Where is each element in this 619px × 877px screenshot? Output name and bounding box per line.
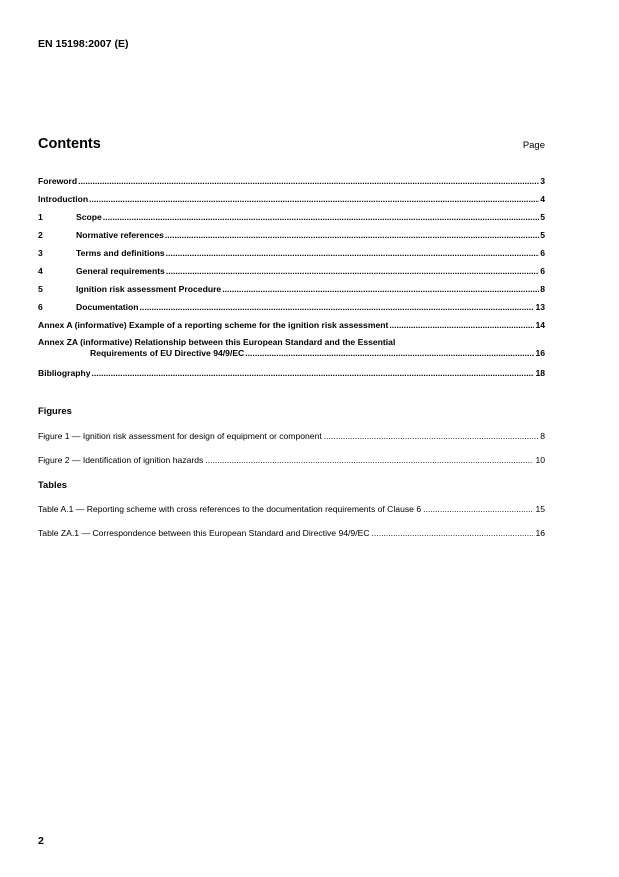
contents-title: Contents xyxy=(38,136,101,152)
figure-page: 10 xyxy=(535,455,545,465)
leader-dots xyxy=(165,226,539,244)
toc-number: 1 xyxy=(38,212,43,222)
toc-label: Foreword xyxy=(38,176,78,186)
toc-page: 16 xyxy=(535,348,545,358)
toc-label: Documentation xyxy=(76,302,139,312)
leader-dots xyxy=(78,172,539,190)
toc-entry-introduction[interactable] xyxy=(38,190,545,208)
figure-entry[interactable] xyxy=(38,431,545,441)
toc-entry-bibliography[interactable] xyxy=(38,364,545,382)
toc-label: Ignition risk assessment Procedure xyxy=(76,284,222,294)
toc-page: 5 xyxy=(540,230,545,240)
leader-dots xyxy=(166,262,539,280)
leader-dots xyxy=(372,528,534,538)
toc-label-continued: Requirements of EU Directive 94/9/EC xyxy=(90,348,245,358)
toc-page: 6 xyxy=(540,248,545,258)
document-id: EN 15198:2007 (E) xyxy=(38,38,129,50)
toc-entry-annex-a[interactable] xyxy=(38,316,545,334)
toc-entry-documentation[interactable] xyxy=(38,298,545,316)
page-number: 2 xyxy=(38,835,44,847)
toc-label: Scope xyxy=(76,212,102,222)
toc-number: 6 xyxy=(38,302,43,312)
figure-label: Figure 2 — Identification of ignition hazards xyxy=(38,455,204,465)
toc-entry-normative-references[interactable] xyxy=(38,226,545,244)
leader-dots xyxy=(389,316,534,334)
toc-label: Annex ZA (informative) Relationship between this European Standard and the Essential xyxy=(38,337,396,347)
leader-dots xyxy=(324,431,538,441)
toc-label: Terms and definitions xyxy=(76,248,165,258)
leader-dots xyxy=(140,298,535,316)
leader-dots xyxy=(89,190,539,208)
toc-page: 13 xyxy=(535,302,545,312)
table-label: Table A.1 — Reporting scheme with cross references to the documentation requirements of Clause 6 xyxy=(38,504,422,514)
toc-page: 18 xyxy=(535,368,545,378)
tables-heading: Tables xyxy=(38,479,68,490)
toc-page: 5 xyxy=(540,212,545,222)
figure-page: 8 xyxy=(540,431,545,441)
leader-dots xyxy=(205,455,533,465)
toc-entry-general-requirements[interactable] xyxy=(38,262,545,280)
table-entry[interactable] xyxy=(38,504,545,514)
toc-page: 14 xyxy=(535,320,545,330)
leader-dots xyxy=(103,208,539,226)
table-label: Table ZA.1 — Correspondence between this European Standard and Directive 94/9/EC xyxy=(38,528,370,538)
leader-dots xyxy=(245,348,534,359)
leader-dots xyxy=(222,280,539,298)
table-of-contents xyxy=(38,172,545,382)
figures-heading: Figures xyxy=(38,405,72,416)
figure-label: Figure 1 — Ignition risk assessment for design of equipment or component xyxy=(38,431,322,441)
toc-number: 3 xyxy=(38,248,43,258)
toc-entry-annex-za[interactable] xyxy=(38,334,545,364)
toc-page: 8 xyxy=(540,284,545,294)
toc-label: General requirements xyxy=(76,266,165,276)
table-entry[interactable] xyxy=(38,528,545,538)
page-column-label: Page xyxy=(522,140,545,151)
leader-dots xyxy=(423,504,533,514)
toc-page: 4 xyxy=(540,194,545,204)
toc-page: 6 xyxy=(540,266,545,276)
toc-entry-ignition-risk-procedure[interactable] xyxy=(38,280,545,298)
toc-number: 2 xyxy=(38,230,43,240)
toc-page: 3 xyxy=(540,176,545,186)
toc-label: Normative references xyxy=(76,230,164,240)
toc-label: Annex A (informative) Example of a reporting scheme for the ignition risk assessment xyxy=(38,320,389,330)
toc-number: 4 xyxy=(38,266,43,276)
toc-entry-foreword[interactable] xyxy=(38,172,545,190)
figure-entry[interactable] xyxy=(38,455,545,465)
toc-label: Introduction xyxy=(38,194,89,204)
leader-dots xyxy=(92,364,535,382)
toc-label: Bibliography xyxy=(38,368,91,378)
toc-entry-scope[interactable] xyxy=(38,208,545,226)
toc-entry-terms-definitions[interactable] xyxy=(38,244,545,262)
leader-dots xyxy=(166,244,540,262)
toc-number: 5 xyxy=(38,284,43,294)
table-page: 16 xyxy=(535,528,545,538)
table-page: 15 xyxy=(535,504,545,514)
